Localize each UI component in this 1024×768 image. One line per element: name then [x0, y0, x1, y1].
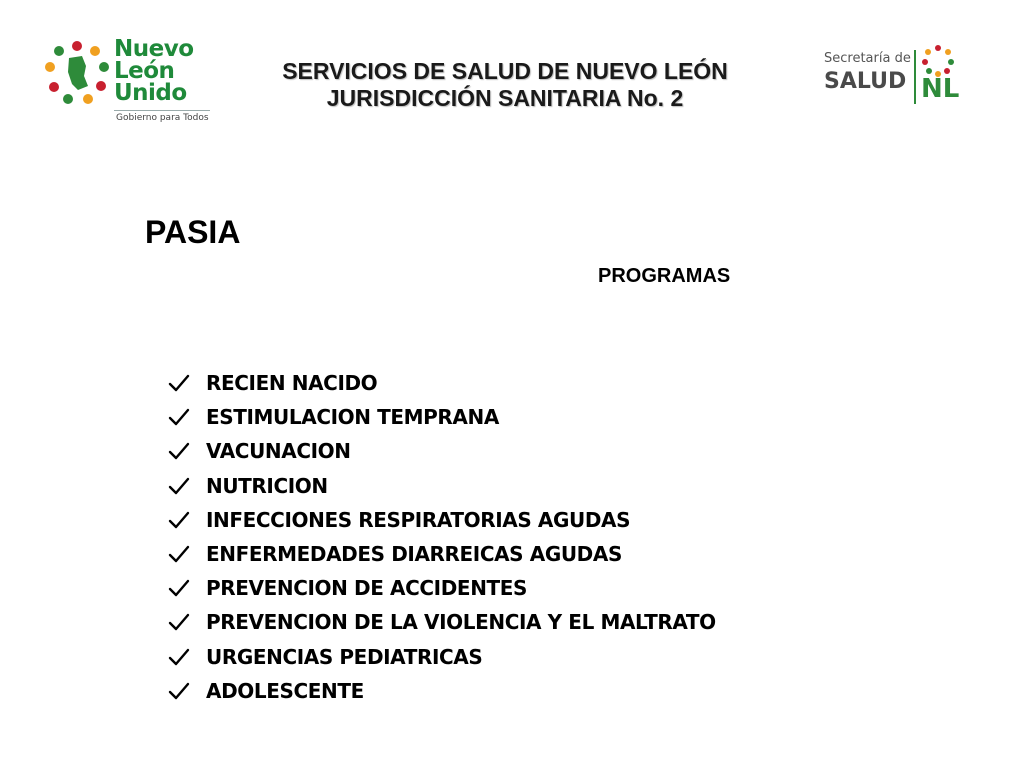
- list-item: [168, 434, 716, 468]
- program-label: RECIEN NACIDO: [206, 371, 378, 396]
- list-item: [168, 469, 716, 503]
- salud-label: SALUD: [824, 69, 907, 94]
- secretaria-salud-logo: [824, 44, 964, 108]
- checkmark-icon: [168, 578, 190, 598]
- header-title: [240, 58, 770, 112]
- program-label: PREVENCION DE ACCIDENTES: [206, 576, 528, 601]
- checkmark-icon: [168, 612, 190, 632]
- list-item: [168, 640, 716, 674]
- checkmark-icon: [168, 373, 190, 393]
- list-item: [168, 503, 716, 537]
- subtitle-programas: PROGRAMAS: [598, 265, 731, 287]
- people-ring-small-icon: [921, 44, 955, 78]
- people-ring-emblem-icon: [44, 40, 110, 106]
- checkmark-icon: [168, 647, 190, 667]
- list-item: [168, 366, 716, 400]
- checkmark-icon: [168, 441, 190, 461]
- header-line-1: SERVICIOS DE SALUD DE NUEVO LEÓN: [282, 58, 728, 84]
- secretaria-label: Secretaría de: [824, 51, 911, 66]
- program-label: INFECCIONES RESPIRATORIAS AGUDAS: [206, 507, 631, 532]
- checkmark-icon: [168, 407, 190, 427]
- program-label: NUTRICION: [206, 473, 328, 498]
- brand-line-2: León: [114, 58, 175, 84]
- program-label: PREVENCION DE LA VIOLENCIA Y EL MALTRATO: [206, 610, 716, 635]
- program-list: [168, 366, 716, 708]
- checkmark-icon: [168, 510, 190, 530]
- page-title: PASIA: [145, 214, 241, 250]
- checkmark-icon: [168, 681, 190, 701]
- logo-divider: [914, 50, 916, 104]
- brand-line-1: Nuevo: [114, 36, 194, 62]
- brand-line-3: Unido: [114, 80, 187, 106]
- checkmark-icon: [168, 544, 190, 564]
- checkmark-icon: [168, 476, 190, 496]
- brand-tagline: Gobierno para Todos: [116, 113, 209, 123]
- program-label: VACUNACION: [206, 439, 351, 464]
- list-item: [168, 674, 716, 708]
- program-label: URGENCIAS PEDIATRICAS: [206, 644, 483, 669]
- brand-wordmark: [114, 38, 194, 104]
- nuevo-leon-unido-logo: [44, 38, 214, 128]
- program-label: ENFERMEDADES DIARREICAS AGUDAS: [206, 542, 622, 567]
- brand-divider: [114, 110, 210, 111]
- list-item: [168, 537, 716, 571]
- list-item: [168, 571, 716, 605]
- program-label: ESTIMULACION TEMPRANA: [206, 405, 499, 430]
- list-item: [168, 605, 716, 639]
- program-label: ADOLESCENTE: [206, 678, 364, 703]
- header-line-2: JURISDICCIÓN SANITARIA No. 2: [326, 85, 684, 111]
- nl-label: NL: [921, 74, 960, 104]
- list-item: [168, 400, 716, 434]
